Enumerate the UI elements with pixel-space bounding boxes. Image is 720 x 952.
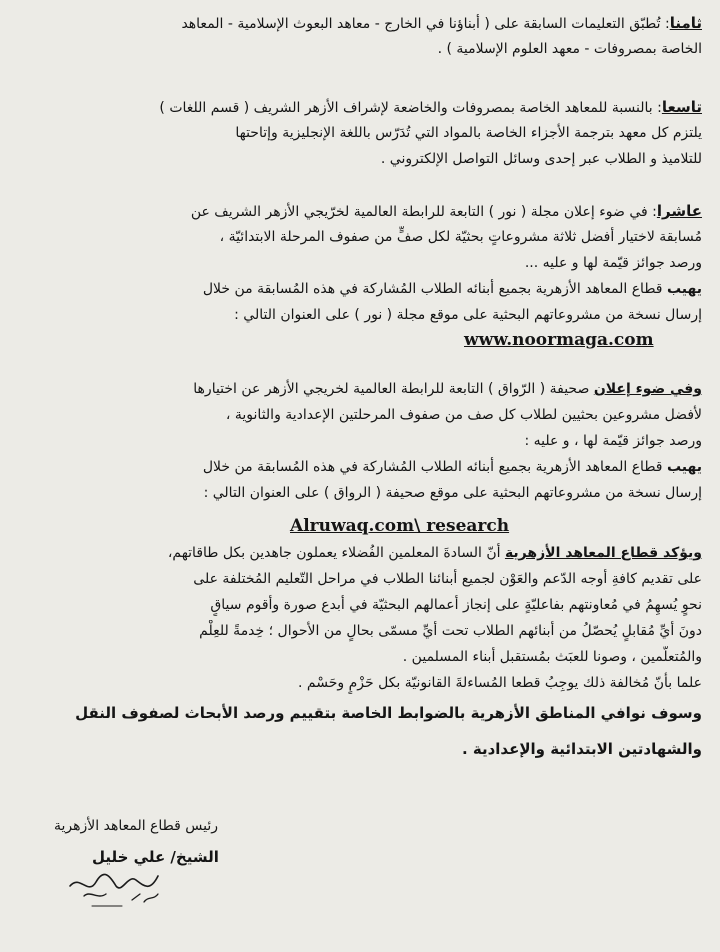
closing-line: وسوف نوافي المناطق الأزهرية بالضوابط الخاصة بتقييم ورصد الأبحاث لصفوف النقل <box>75 704 702 722</box>
section-line: لأفضل مشروعين بحثيين لطلاب كل صف من صفوف المرحلتين الإعدادية والثانوية ، <box>225 407 702 423</box>
section-line: دونَ أيِّ مُقابلٍ يُحصّلُ من أبنائهم الطلاب تحت أيِّ مسمّى بحالٍ من الأحوال ؛ خِدمةً للعِلْم <box>199 623 702 639</box>
section-line: ثامنا: تُطبّق التعليمات السابقة على ( أبناؤنا في الخارج - معاهد البعوث الإسلامية - المعاهد <box>181 14 702 32</box>
section-line: وفي ضوء إعلان صحيفة ( الرّواق ) التابعة للرابطة العالمية لخريجي الأزهر عن اختيارها <box>193 381 702 397</box>
section-line: يهيب قطاع المعاهد الأزهرية بجميع أبنائه الطلاب المُشاركة في هذه المُسابقة من خلال <box>202 281 702 297</box>
section-line: على تقديم كافةِ أوجه الدّعم والعَوْن لجميع أبنائنا الطلاب في مراحل التّعليم المُختلفة على <box>193 571 702 587</box>
section-line: يهيب قطاع المعاهد الأزهرية بجميع أبنائه الطلاب المُشاركة في هذه المُسابقة من خلال <box>202 459 702 475</box>
section-label: ثامنا <box>669 14 702 32</box>
rawaq-research-link[interactable]: Alruwaq.com\ research <box>290 516 510 536</box>
section-line: تاسعا: بالنسبة للمعاهد الخاصة بمصروفات والخاضعة لإشراف الأزهر الشريف ( قسم اللغات ) <box>159 98 702 116</box>
signatory-name: الشيخ/ علي خليل <box>92 848 219 866</box>
section-line: ورصد جوائز قيّمة لها و عليه ... <box>524 255 702 271</box>
section-line: مُسابقة لاختيار أفضل ثلاثة مشروعاتٍ بحثيّة لكل صفٍّ من صفوف المرحلة الابتدائيّة ، <box>219 229 702 245</box>
section-line: نحوٍ يُسهِمُ في مُعاونتهم بفاعليّةٍ على إنجاز أعمالهم البحثيّة في أبدع صورة وأقوم سياقٍ <box>210 597 702 613</box>
section-label: عاشرا <box>656 202 702 220</box>
section-line: والمُتعلّمين ، وصونا للعبَث بمُستقبل أبناء المسلمين . <box>402 649 702 665</box>
section-label: تاسعا <box>661 98 702 116</box>
closing-line: والشهادتين الابتدائية والإعدادية . <box>461 740 702 758</box>
section-line: ويؤكد قطاع المعاهد الأزهرية أنّ السادةَ المعلمين الفُضلاء يعملون جاهدين بكل طاقاتهم، <box>167 545 702 561</box>
handwritten-signature <box>62 856 172 916</box>
section-line: يلتزم كل معهد بترجمة الأجزاء الخاصة بالمواد التي تُدَرّس باللغة الإنجليزية وإتاحتها <box>235 125 702 141</box>
noor-magazine-link[interactable]: www.noormaga.com <box>464 330 654 350</box>
section-line: إرسال نسخة من مشروعاتهم البحثية على موقع صحيفة ( الرواق ) على العنوان التالي : <box>203 485 702 501</box>
section-line: علما بأنّ مُخالفة ذلك يوجِبُ قطعا المُساءلةَ القانونيّة بكل حَزْمٍ وحَسْم . <box>298 675 702 691</box>
section-line: إرسال نسخة من مشروعاتهم البحثية على موقع مجلة ( نور ) على العنوان التالي : <box>234 307 702 323</box>
section-line: عاشرا: في ضوء إعلان مجلة ( نور ) التابعة للرابطة العالمية لخرّيجي الأزهر الشريف عن <box>190 202 702 220</box>
section-line: ورصد جوائز قيّمة لها ، و عليه : <box>524 433 702 449</box>
signatory-title: رئيس قطاع المعاهد الأزهرية <box>54 818 219 834</box>
section-line: الخاصة بمصروفات - معهد العلوم الإسلامية ) . <box>437 41 702 57</box>
section-line: للتلاميذ و الطلاب عبر إحدى وسائل التواصل الإلكتروني . <box>380 151 702 167</box>
